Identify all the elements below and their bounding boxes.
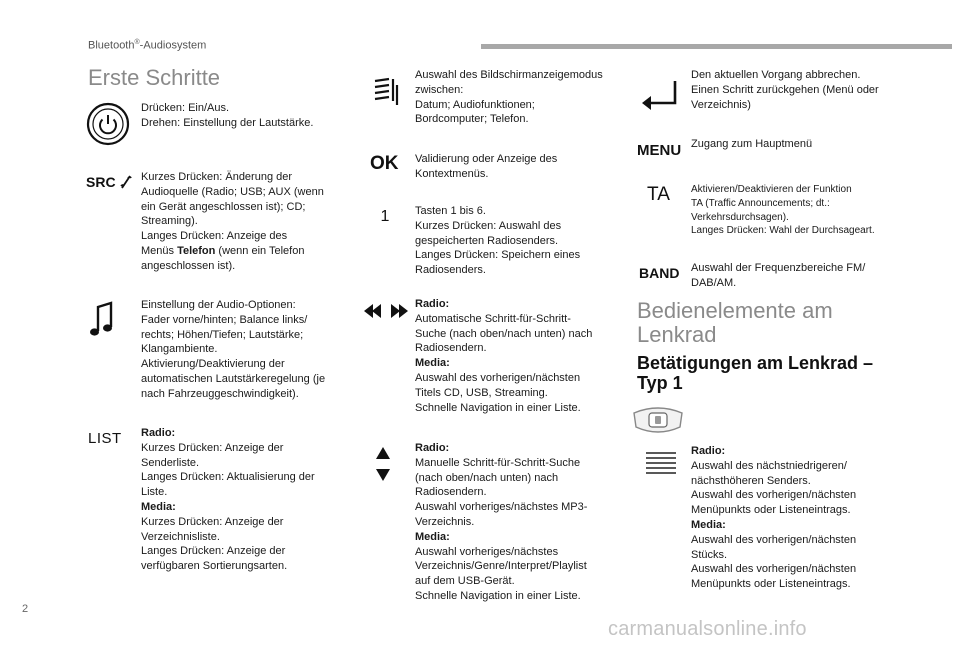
menu-button-icon: MENU [637,141,682,159]
back-return-icon [640,78,680,112]
header-rule [481,44,952,49]
section-heading-erste-schritte: Erste Schritte [88,65,221,90]
entry-back-text: Den aktuellen Vorgang abbrechen. Einen Schritt zurückgehen (Menü oder Verzeichnis) [691,69,879,111]
thumbwheel-icon [643,449,679,475]
entry-ok-text: Validierung oder Anzeige des Kontextmenüs. [415,153,558,180]
subheading-typ-1: Betätigungen am Lenkrad – Typ 1 [637,353,874,393]
seek-left-right-icon [364,302,408,320]
entry-thumbwheel-text: Radio: Auswahl des nächstniedrigeren/ nächsthöheren Senders. Auswahl des vorherigen/nächsten Menüpunkts oder Listeneintrags. Media: Auswahl des vorherigen/nächsten Stücks. Auswahl des vorherigen/nächsten Menüpunkts oder Listeneintrags. [691,445,857,591]
display-mode-icon [370,74,404,108]
list-button-icon: LIST [88,429,122,447]
section-heading-lenkrad: Bedienelemente am Lenkrad [637,298,833,347]
entry-manual-search-text: Radio: Manuelle Schritt-für-Schritt-Suche (nach oben/nach unten) nach Radiosendern. Auswahl vorheriges/nächstes MP3- Verzeichnis. Media: Auswahl vorheriges/nächstes Verzeichnis/Genre/Interpret/Playlist auf dem USB-Gerät. Schnelle Navigation in einer Liste. [415,442,588,602]
entry-power-text: Drücken: Ein/Aus. Drehen: Einstellung der Lautstärke. [141,102,314,129]
header-title: Bluetooth®-Audiosystem [88,39,207,52]
power-knob-icon [86,102,130,146]
entry-src-text: Kurzes Drücken: Änderung der Audioquelle (Radio; USB; AUX (wenn ein Gerät angeschlossen ist); CD; Streaming). Langes Drücken: Anzeige des Menüs Telefon (wenn ein Telefon angeschlossen ist). [141,171,324,272]
entry-presets-text: Tasten 1 bis 6. Kurzes Drücken: Auswahl des gespeicherten Radiosenders. Langes Drücken: Speichern eines Radiosenders. [415,205,581,277]
preset-one-icon: 1 [380,208,390,225]
watermark: carmanualsonline.info [608,618,807,640]
entry-menu-text: Zugang zum Hauptmenü [691,138,813,150]
entry-seek-text: Radio: Automatische Schritt-für-Schritt- Suche (nach oben/nach unten) nach Radiosendern. Media: Auswahl des vorherigen/nächsten Titels CD, USB, Streaming. Schnelle Navigation in einer Liste. [415,298,593,414]
steering-wheel-control-icon [632,405,684,435]
entry-list-text: Radio: Kurzes Drücken: Anzeige der Senderliste. Langes Drücken: Aktualisierung der Liste. Media: Kurzes Drücken: Anzeige der Verzeichnisliste. Langes Drücken: Anzeige der verfügbaren Sortierungsarten. [141,427,315,573]
page-number: 2 [22,603,29,615]
up-down-arrows-icon [374,446,392,482]
entry-band-text: Auswahl der Frequenzbereiche FM/ DAB/AM. [691,262,866,289]
entry-display-mode-text: Auswahl des Bildschirmanzeigemodus zwischen: Datum; Audiofunktionen; Bordcomputer; Telefon. [415,69,603,126]
ta-button-icon: TA [647,184,670,205]
music-note-icon [88,300,116,340]
ok-button-icon: OK [370,153,399,174]
band-button-icon: BAND [639,265,680,281]
entry-ta-text: Aktivieren/Deaktivieren der Funktion TA (Traffic Announcements; dt.: Verkehrsdurchsagen). Langes Drücken: Wahl der Durchsageart. [691,184,875,237]
entry-audio-options-text: Einstellung der Audio-Optionen: Fader vorne/hinten; Balance links/ rechts; Höhen/Tiefen; Lautstärke; Klangambiente. Aktivierung/Deaktivierung der automatischen Lautstärkeregelung (je nach Fahrzeuggeschwindigkeit). [141,299,326,400]
src-phone-icon: SRC [86,171,134,193]
